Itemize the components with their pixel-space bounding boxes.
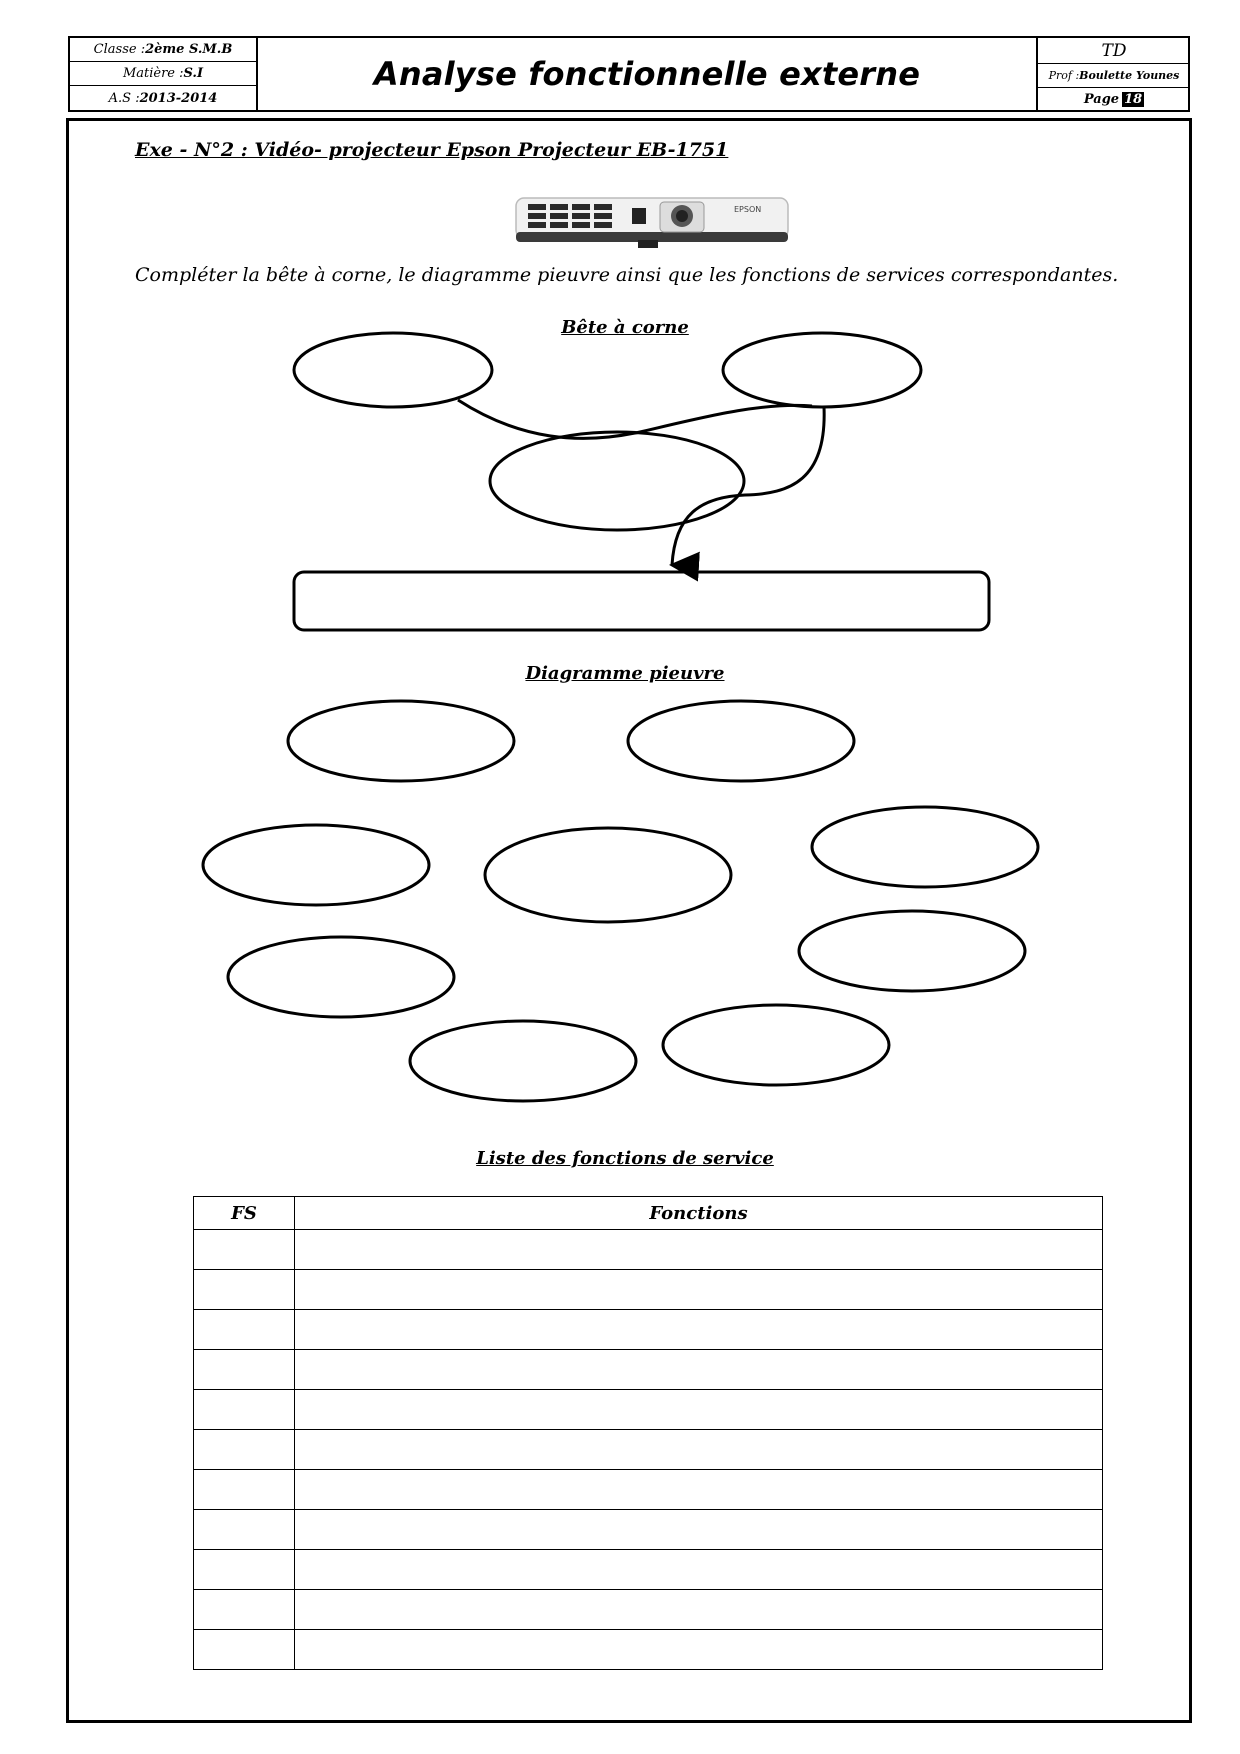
- fonction-cell[interactable]: [295, 1630, 1103, 1670]
- fonction-cell[interactable]: [295, 1270, 1103, 1310]
- table-row: [194, 1270, 1103, 1310]
- doc-type: TD: [1101, 40, 1127, 61]
- table-row: [194, 1590, 1103, 1630]
- pieuvre-ellipse-5[interactable]: [228, 937, 454, 1017]
- horn-arrow: [672, 407, 824, 565]
- fs-column-header: FS: [194, 1197, 295, 1230]
- fonction-cell[interactable]: [295, 1310, 1103, 1350]
- bete-produit-ellipse[interactable]: [490, 432, 744, 530]
- page-title: Analyse fonctionnelle externe: [373, 55, 921, 93]
- horn-curve: [458, 400, 812, 438]
- projector-brand: EPSON: [734, 205, 762, 214]
- pieuvre-ellipse-6[interactable]: [799, 911, 1025, 991]
- fonction-cell[interactable]: [295, 1430, 1103, 1470]
- fs-cell[interactable]: [194, 1470, 295, 1510]
- fs-cell[interactable]: [194, 1630, 295, 1670]
- table-row: [194, 1230, 1103, 1270]
- fonction-cell[interactable]: [295, 1550, 1103, 1590]
- annee-value: 2013-2014: [139, 90, 218, 106]
- fs-cell[interactable]: [194, 1230, 295, 1270]
- but-box[interactable]: [294, 572, 989, 630]
- matiere-value: S.I: [183, 66, 204, 81]
- pieuvre-ellipse-4[interactable]: [812, 807, 1038, 887]
- fs-cell[interactable]: [194, 1270, 295, 1310]
- fonctions-column-header: Fonctions: [295, 1197, 1103, 1230]
- fs-cell[interactable]: [194, 1510, 295, 1550]
- fonction-cell[interactable]: [295, 1470, 1103, 1510]
- table-row: [194, 1630, 1103, 1670]
- bete-utilisateur-ellipse[interactable]: [294, 333, 492, 407]
- fs-cell[interactable]: [194, 1590, 295, 1630]
- bete-a-corne-title: Bête à corne: [561, 317, 689, 338]
- fs-cell[interactable]: [194, 1350, 295, 1390]
- fs-cell[interactable]: [194, 1390, 295, 1430]
- pieuvre-ellipse-8[interactable]: [663, 1005, 889, 1085]
- fonction-cell[interactable]: [295, 1230, 1103, 1270]
- annee-label: A.S :: [108, 90, 140, 106]
- fonction-cell[interactable]: [295, 1590, 1103, 1630]
- page-number: 18: [1124, 91, 1143, 107]
- page-label: Page: [1083, 91, 1120, 107]
- table-row: [194, 1310, 1103, 1350]
- bete-matiere-ellipse[interactable]: [723, 333, 921, 407]
- fs-table-header-row: [194, 1197, 1103, 1230]
- table-row: [194, 1390, 1103, 1430]
- pieuvre-ellipse-7[interactable]: [410, 1021, 636, 1101]
- pieuvre-title: Diagramme pieuvre: [525, 663, 725, 684]
- fonction-cell[interactable]: [295, 1350, 1103, 1390]
- matiere-label: Matière :: [122, 66, 184, 81]
- pieuvre-ellipse-2[interactable]: [628, 701, 854, 781]
- classe-label: Classe :: [93, 42, 146, 57]
- fs-list-title: Liste des fonctions de service: [476, 1148, 774, 1169]
- pieuvre-produit-ellipse[interactable]: [485, 828, 731, 922]
- fonction-cell[interactable]: [295, 1390, 1103, 1430]
- classe-value: 2ème S.M.B: [145, 42, 233, 57]
- fs-cell[interactable]: [194, 1550, 295, 1590]
- fs-table: [193, 1196, 1103, 1670]
- pieuvre-ellipse-3[interactable]: [203, 825, 429, 905]
- table-row: [194, 1550, 1103, 1590]
- prof-label: Prof :: [1048, 69, 1080, 82]
- fs-cell[interactable]: [194, 1310, 295, 1350]
- fs-cell[interactable]: [194, 1430, 295, 1470]
- table-row: [194, 1510, 1103, 1550]
- exercise-heading: Exe - N°2 : Vidéo- projecteur Epson Projecteur EB-1751: [135, 139, 729, 161]
- table-row: [194, 1430, 1103, 1470]
- fonction-cell[interactable]: [295, 1510, 1103, 1550]
- table-row: [194, 1350, 1103, 1390]
- pieuvre-ellipse-1[interactable]: [288, 701, 514, 781]
- instruction-text: Compléter la bête à corne, le diagramme pieuvre ainsi que les fonctions de services correspondantes.: [135, 264, 1119, 286]
- prof-value: Boulette Younes: [1079, 69, 1180, 82]
- table-row: [194, 1470, 1103, 1510]
